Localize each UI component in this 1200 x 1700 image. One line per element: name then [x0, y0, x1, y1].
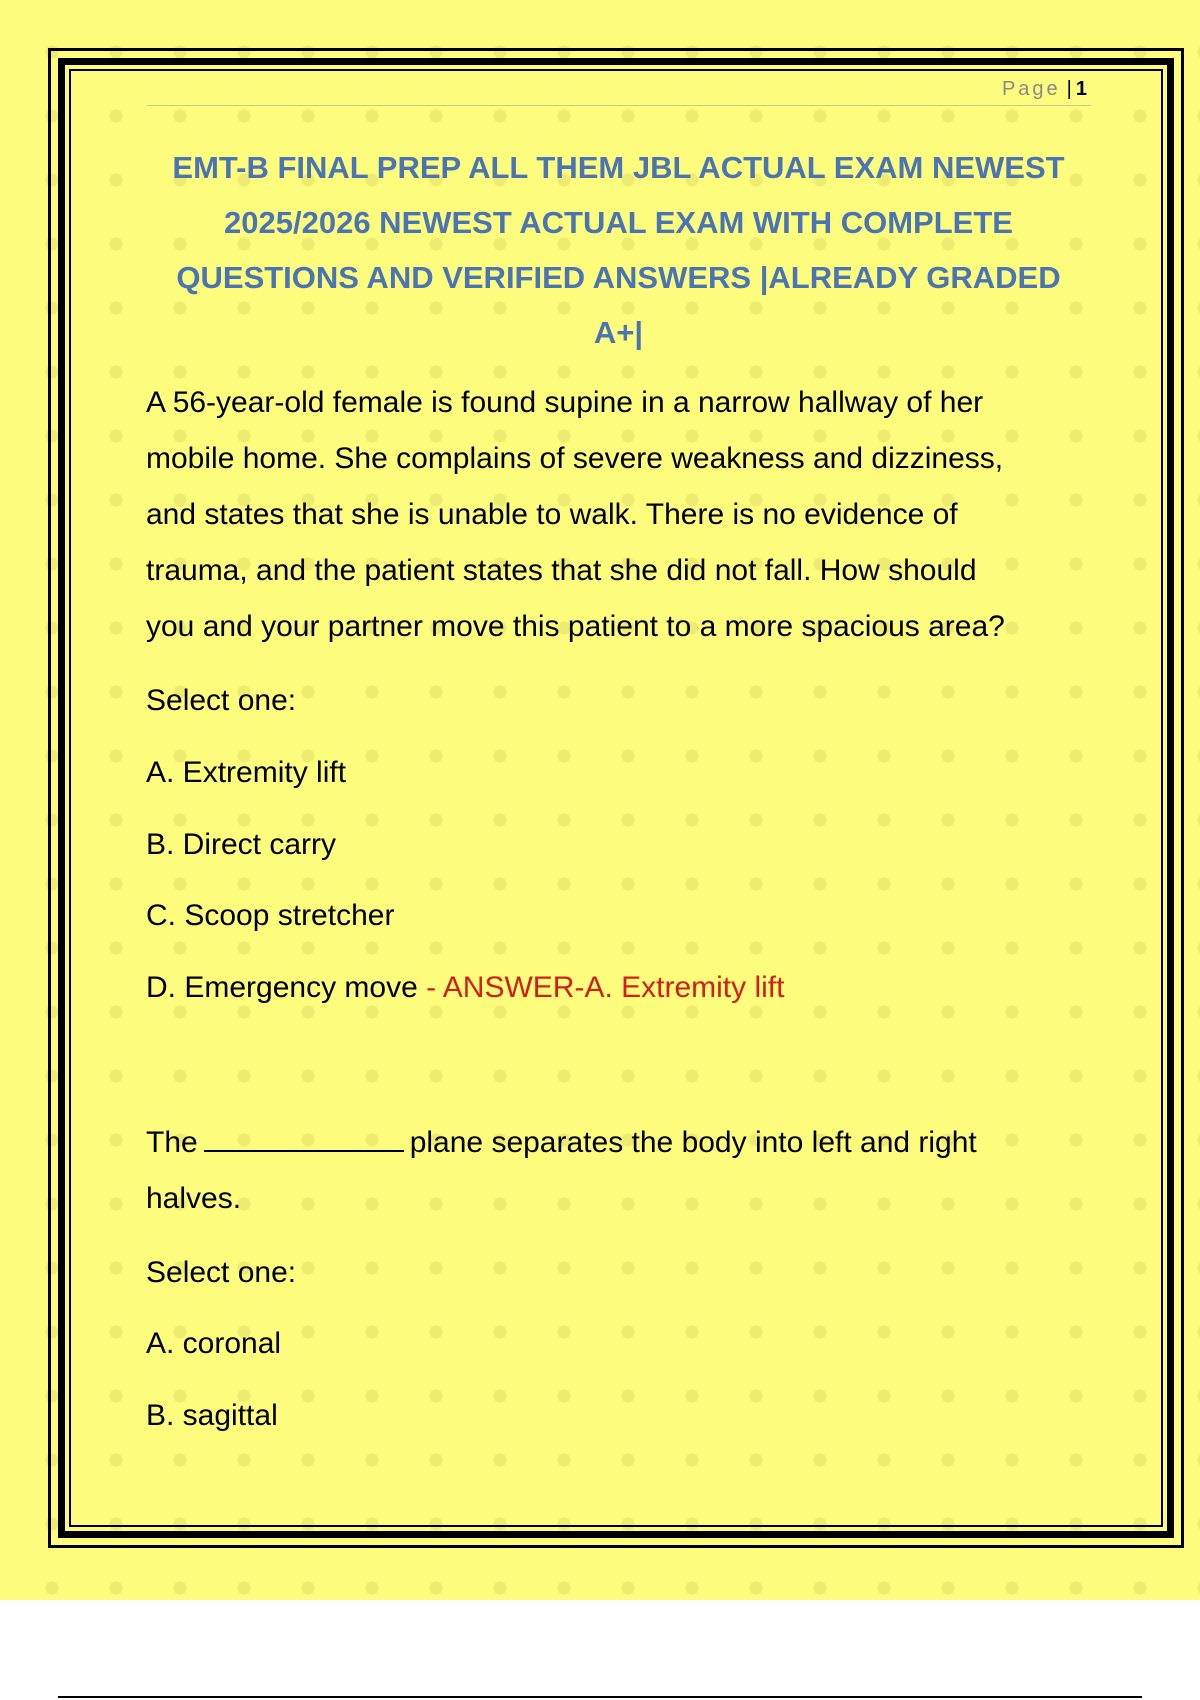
question-2-option-b: B. sagittal	[146, 1399, 278, 1432]
fill-in-blank	[204, 1124, 404, 1152]
page-number: 1	[1075, 78, 1087, 100]
footer-rule	[58, 1696, 1142, 1698]
question-1-line: and states that she is unable to walk. There is no evidence of	[146, 498, 958, 531]
question-1	[146, 375, 1091, 1006]
question-1-line: mobile home. She complains of severe weakness and dizziness,	[146, 442, 1004, 475]
question-1-option-a: A. Extremity lift	[146, 756, 347, 789]
question-1-text	[146, 375, 1091, 655]
question-1-line: you and your partner move this patient to a more spacious area?	[146, 610, 1005, 643]
title-line: QUESTIONS AND VERIFIED ANSWERS |ALREADY GRADED	[176, 260, 1061, 295]
page-header	[146, 72, 1091, 106]
question-2-option-a: A. coronal	[146, 1327, 282, 1360]
question-2-text-line2: halves.	[146, 1182, 242, 1215]
title-line: EMT-B FINAL PREP ALL THEM JBL ACTUAL EXAM NEWEST	[172, 150, 1065, 185]
page-separator: |	[1066, 78, 1072, 100]
question-1-prompt: Select one:	[146, 684, 297, 717]
document-body	[146, 375, 1091, 1434]
question-1-line: trauma, and the patient states that she did not fall. How should	[146, 554, 977, 587]
question-1-option-d	[146, 970, 1091, 1006]
question-1-option-d-label: D. Emergency move	[146, 971, 418, 1004]
title-line: A+|	[593, 315, 644, 350]
question-2	[146, 1115, 1091, 1434]
question-2-text-before: The	[146, 1126, 198, 1159]
question-1-answer: - ANSWER-A. Extremity lift	[426, 971, 785, 1004]
question-2-text-after: plane separates the body into left and right	[409, 1126, 977, 1159]
title-line: 2025/2026 NEWEST ACTUAL EXAM WITH COMPLETE	[224, 205, 1013, 240]
document-title	[146, 140, 1091, 360]
question-2-text	[146, 1115, 1091, 1227]
question-1-option-b: B. Direct carry	[146, 828, 337, 861]
question-1-option-c: C. Scoop stretcher	[146, 899, 395, 932]
page-label: Page	[1001, 78, 1061, 100]
question-1-line: A 56-year-old female is found supine in a narrow hallway of her	[146, 386, 984, 419]
question-2-prompt: Select one:	[146, 1256, 297, 1289]
